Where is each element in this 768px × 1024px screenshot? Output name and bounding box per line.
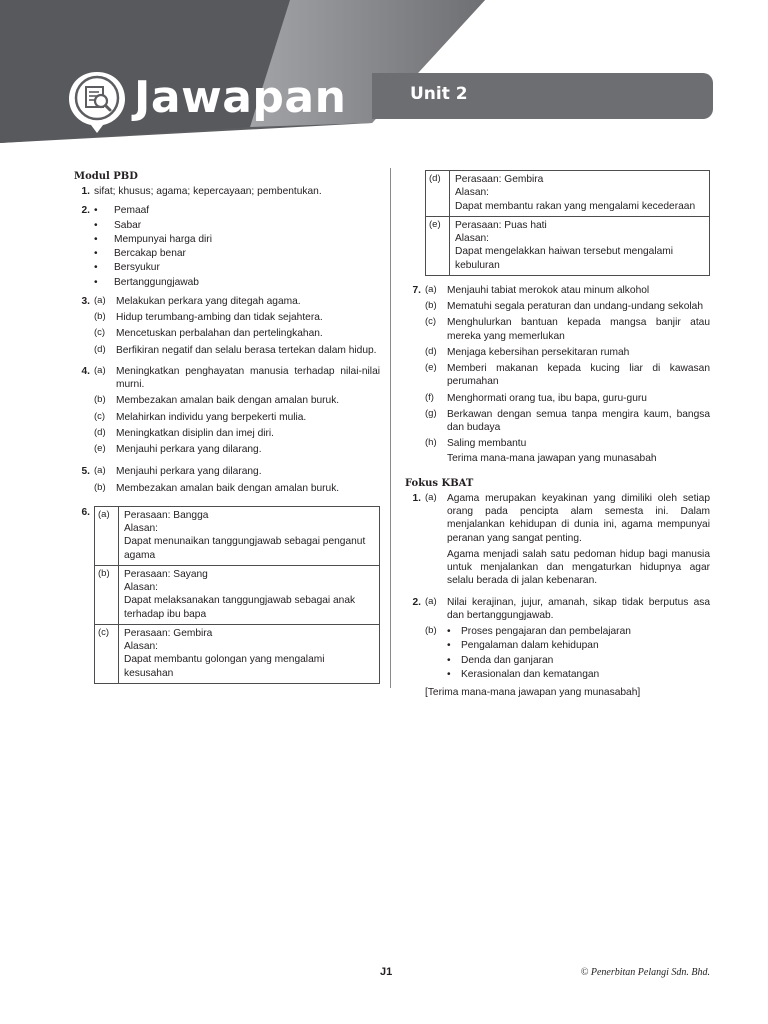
list-item: • Bersyukur	[94, 262, 160, 274]
sub-answer: (b) Hidup terumbang-ambing dan tidak sejahtera.	[94, 311, 323, 323]
sub-answer: (a) Melakukan perkara yang ditegah agama.	[94, 294, 301, 307]
sub-answer: (d) Meningkatkan disiplin dan imej diri.	[94, 426, 274, 439]
list-item: • Proses pengajaran dan pembelajaran	[447, 626, 631, 637]
kbat-question-2: 2. (a) Nilai kerajinan, jujur, amanah, sikap tidak berputus asa dan bertanggungjawab. (b) • Proses pengajaran dan pembelajaran • Pengalaman dalam kehidupan • Denda dan ganjaran • Kerasionalan dan kematangan [Terima mana-mana jawapan yang munasabah]	[412, 595, 710, 698]
answer-list	[94, 204, 380, 290]
list-item: • Mempunyai harga diri	[94, 233, 212, 245]
table-row: (e) Perasaan: Puas hati Alasan: Dapat mengelakkan haiwan tersebut mengalami kebuluran	[426, 216, 710, 275]
magnifier-document-icon	[66, 69, 128, 135]
question-6: 6. (a) Perasaan: Bangga Alasan: Dapat menunaikan tanggungjawab sebagai penganut agama (b) Perasaan: Sayang Alasan: Dapat melaksanakan tanggungjawab sebagai anak terhadap ibu bapa (c) Perasaan: Gembira Alasan: Dapat membantu golongan yang mengalami kesusahan	[74, 506, 380, 684]
page-number: J1	[380, 966, 393, 978]
answer-table	[94, 506, 380, 684]
question-1: 1. sifat; khusus; agama; kepercayaan; pembentukan.	[81, 186, 322, 197]
note: Terima mana-mana jawapan yang munasabah	[447, 452, 657, 464]
section-title-modul-pbd: Modul PBD	[74, 171, 138, 182]
right-column	[405, 170, 710, 704]
left-column	[74, 170, 380, 689]
sub-answer: (d) Menjaga kebersihan persekitaran rumah	[425, 345, 630, 358]
kbat-question-1: 1. (a) Agama merupakan keyakinan yang dimiliki oleh setiap orang pada pencipta alam semesta ini. Dalam menjalankan kehidupan di dunia ini, agama mempunyai peranan yang sangat penting. Agama menjadi salah satu pedoman hidup bagi manusia untuk menjalankan dan mengaturkan hidupnya agar selalu berada di jalan kebenaran.	[412, 491, 710, 587]
sub-answer: (b) Membezakan amalan baik dengan amalan buruk.	[94, 481, 340, 494]
sub-answer: (e) Menjauhi perkara yang dilarang.	[94, 443, 262, 455]
sub-answer: (h) Saling membantu	[425, 437, 527, 450]
sub-answer: (c) Mencetuskan perbalahan dan pertelingkahan.	[94, 327, 323, 340]
list-item: • Pemaaf	[94, 205, 150, 217]
question-4: 4. (a) Meningkatkan penghayatan manusia terhadap nilai-nilai murni. (b) Membezakan amalan baik dengan amalan buruk. (c) Melahirkan individu yang berpekerti mulia. (d) Meningkatkan disiplin dan imej diri. (e) Menjauhi perkara yang dilarang.	[81, 364, 380, 455]
column-divider	[390, 168, 391, 688]
sub-answer: (f) Menghormati orang tua, ibu bapa, guru-guru	[425, 391, 647, 404]
sub-answer: (c) Menghulurkan bantuan kepada mangsa banjir atau mereka yang memerlukan	[425, 316, 710, 342]
list-item: • Pengalaman dalam kehidupan	[447, 640, 599, 652]
list-item: • Bertanggungjawab	[94, 276, 199, 288]
table-row: (c) Perasaan: Gembira Alasan: Dapat membantu golongan yang mengalami kesusahan	[95, 624, 380, 683]
answer-table-continued	[425, 170, 710, 276]
sub-answer: (a) Menjauhi perkara yang dilarang.	[94, 465, 262, 478]
sub-answer: (a) Meningkatkan penghayatan manusia terhadap nilai-nilai murni.	[94, 364, 380, 390]
table-row: (a) Perasaan: Bangga Alasan: Dapat menunaikan tanggungjawab sebagai penganut agama	[95, 506, 380, 565]
note: [Terima mana-mana jawapan yang munasabah]	[425, 687, 641, 698]
question-5: 5. (a) Menjauhi perkara yang dilarang. (b) Membezakan amalan baik dengan amalan buruk.	[74, 465, 380, 498]
sub-answer: (c) Melahirkan individu yang berpekerti mulia.	[94, 410, 307, 423]
table-row: (d) Perasaan: Gembira Alasan: Dapat membantu rakan yang mengalami kecederaan	[426, 171, 710, 217]
page-heading: Jawapan	[134, 72, 347, 123]
sub-answer: (a) Nilai kerajinan, jujur, amanah, sikap tidak berputus asa dan bertanggungjawab.	[425, 595, 710, 621]
list-item: • Kerasionalan dan kematangan	[447, 668, 600, 680]
section-title-fokus-kbat: Fokus KBAT	[405, 477, 474, 489]
sub-answer: (b) • Proses pengajaran dan pembelajaran • Pengalaman dalam kehidupan • Denda dan ganjaran • Kerasionalan dan kematangan	[425, 625, 710, 682]
question-7: 7. (a) Menjauhi tabiat merokok atau minum alkohol (b) Mematuhi segala peraturan dan undang-undang sekolah (c) Menghulurkan bantuan kepada mangsa banjir atau mereka yang memerlukan (d) Menjaga kebersihan persekitaran rumah (e) Memberi makanan kepada kucing liar di kawasan perumahan (f) Menghormati orang tua, ibu bapa, guru-guru (g) Berkawan dengan semua tanpa mengira kaum, bangsa dan budaya (h) Saling membantu Terima mana-mana jawapan yang munasabah	[412, 283, 710, 464]
list-item: • Bercakap benar	[94, 248, 186, 259]
table-row: (b) Perasaan: Sayang Alasan: Dapat melaksanakan tanggungjawab sebagai anak terhadap ibu bapa	[95, 565, 380, 624]
sub-answer: (a) Menjauhi tabiat merokok atau minum alkohol	[425, 283, 650, 296]
list-item: • Sabar	[94, 219, 142, 231]
publisher-credit: © Penerbitan Pelangi Sdn. Bhd.	[580, 967, 710, 978]
sub-answer: (d) Berfikiran negatif dan selalu berasa tertekan dalam hidup.	[94, 343, 377, 356]
question-3: 3. (a) Melakukan perkara yang ditegah agama. (b) Hidup terumbang-ambing dan tidak sejahtera. (c) Mencetuskan perbalahan dan pertelingkahan. (d) Berfikiran negatif dan selalu berasa tertekan dalam hidup.	[74, 295, 380, 360]
unit-label: Unit 2	[410, 84, 468, 104]
list-item: • Denda dan ganjaran	[447, 654, 554, 666]
sub-answer: (e) Memberi makanan kepada kucing liar di kawasan perumahan	[425, 362, 710, 388]
sub-answer: (b) Membezakan amalan baik dengan amalan buruk.	[94, 394, 340, 407]
sub-answer: (g) Berkawan dengan semua tanpa mengira kaum, bangsa dan budaya	[425, 407, 710, 433]
sub-answer: (b) Mematuhi segala peraturan dan undang-undang sekolah	[425, 300, 704, 312]
sub-answer: (a) Agama merupakan keyakinan yang dimiliki oleh setiap orang pada pencipta alam semesta ini. Dalam menjalankan kehidupan di dunia ini, agama mempunyai peranan yang sangat penting. Agama menjadi salah satu pedoman hidup bagi manusia untuk menjalankan dan mengaturkan hidupnya agar selalu berada di jalan kebenaran.	[425, 491, 710, 587]
answer-list	[447, 625, 710, 682]
question-2: 2. • Pemaaf • Sabar • Mempunyai harga diri • Bercakap benar • Bersyukur • Bertanggungjawab	[74, 204, 380, 290]
